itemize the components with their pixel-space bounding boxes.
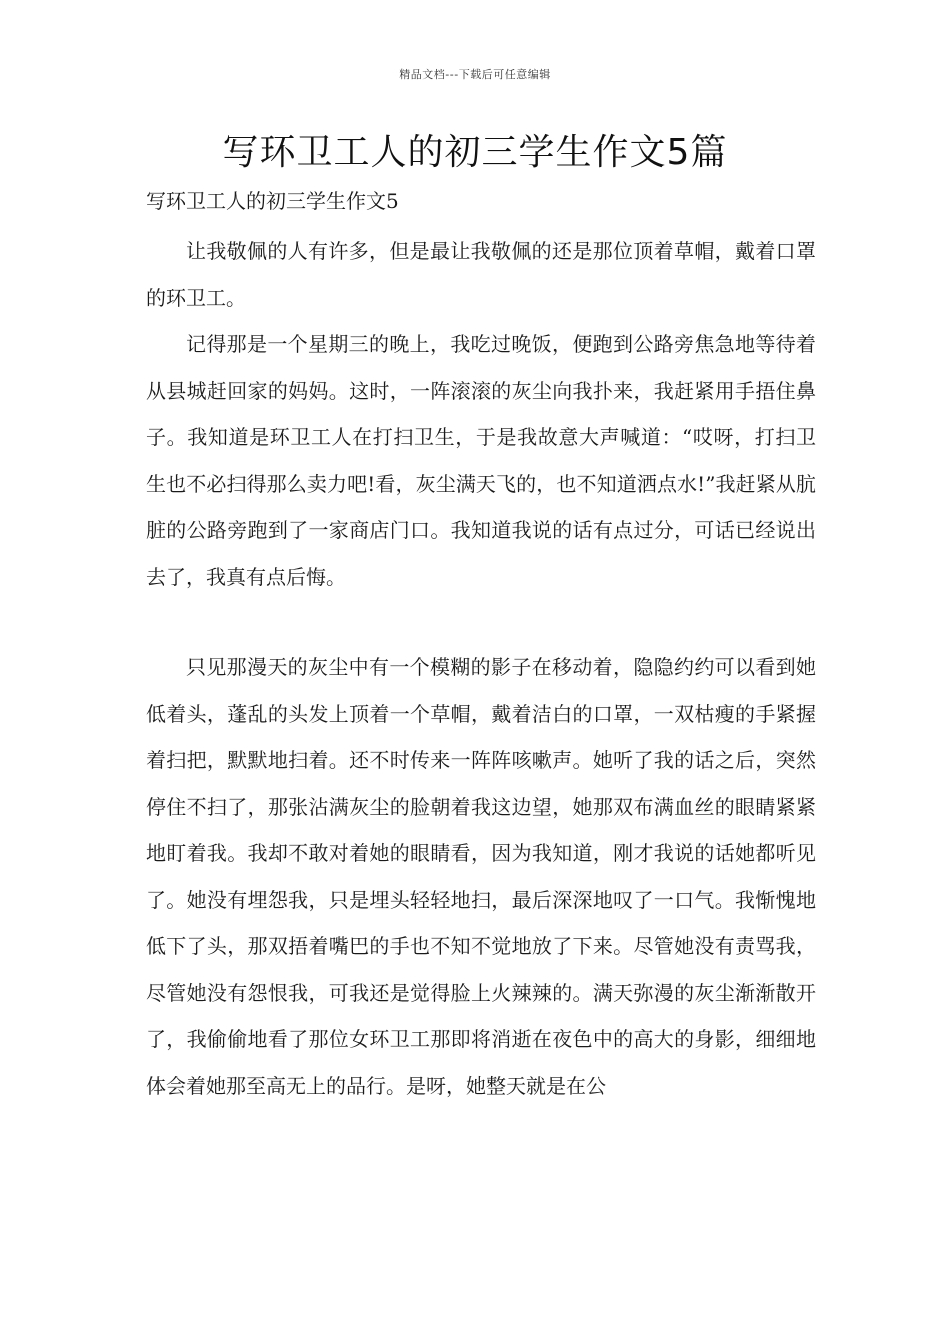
header-note: 精品文档---下载后可任意编辑 [399, 68, 551, 81]
paragraph: 只见那漫天的灰尘中有一个模糊的影子在移动着，隐隐约约可以看到她低着头，蓬乱的头发上顶着一个草帽，戴着洁白的口罩，一双枯瘦的手紧握着扫把，默默地扫着。还不时传来一阵阵咳嗽声。她听了我的话之后，突然停住不扫了，那张沾满灰尘的脸朝着我这边望，她那双布满血丝的眼睛紧紧地盯着我。我却不敢对着她的眼睛看，因为我知道，刚才我说的话她都听见了。她没有埋怨我，只是埋头轻轻地扫，最后深深地叹了一口气。我惭愧地低下了头，那双捂着嘴巴的手也不知不觉地放了下来。尽管她没有责骂我，尽管她没有怨恨我，可我还是觉得脸上火辣辣的。满天弥漫的灰尘渐渐散开了，我偷偷地看了那位女环卫工那即将消逝在夜色中的高大的身影，细细地体会着她那至高无上的品行。是呀，她整天就是在公 [146, 655, 816, 1098]
paragraph: 让我敬佩的人有许多，但是最让我敬佩的还是那位顶着草帽，戴着口罩的环卫工。 [146, 239, 816, 310]
document-title: 写环卫工人的初三学生作文5篇 [222, 132, 728, 173]
document-subtitle: 写环卫工人的初三学生作文5 [146, 189, 399, 213]
paragraph: 记得那是一个星期三的晚上，我吃过晚饭，便跑到公路旁焦急地等待着从县城赶回家的妈妈。这时，一阵滚滚的灰尘向我扑来，我赶紧用手捂住鼻子。我知道是环卫工人在打扫卫生，于是我故意大声喊道：“哎呀，打扫卫生也不必扫得那么卖力吧!看，灰尘满天飞的，也不知道洒点水!”我赶紧从肮脏的公路旁跑到了一家商店门口。我知道我说的话有点过分，可话已经说出去了，我真有点后悔。 [146, 332, 816, 589]
paragraph-spacer [146, 600, 816, 644]
document-body [146, 228, 816, 1109]
